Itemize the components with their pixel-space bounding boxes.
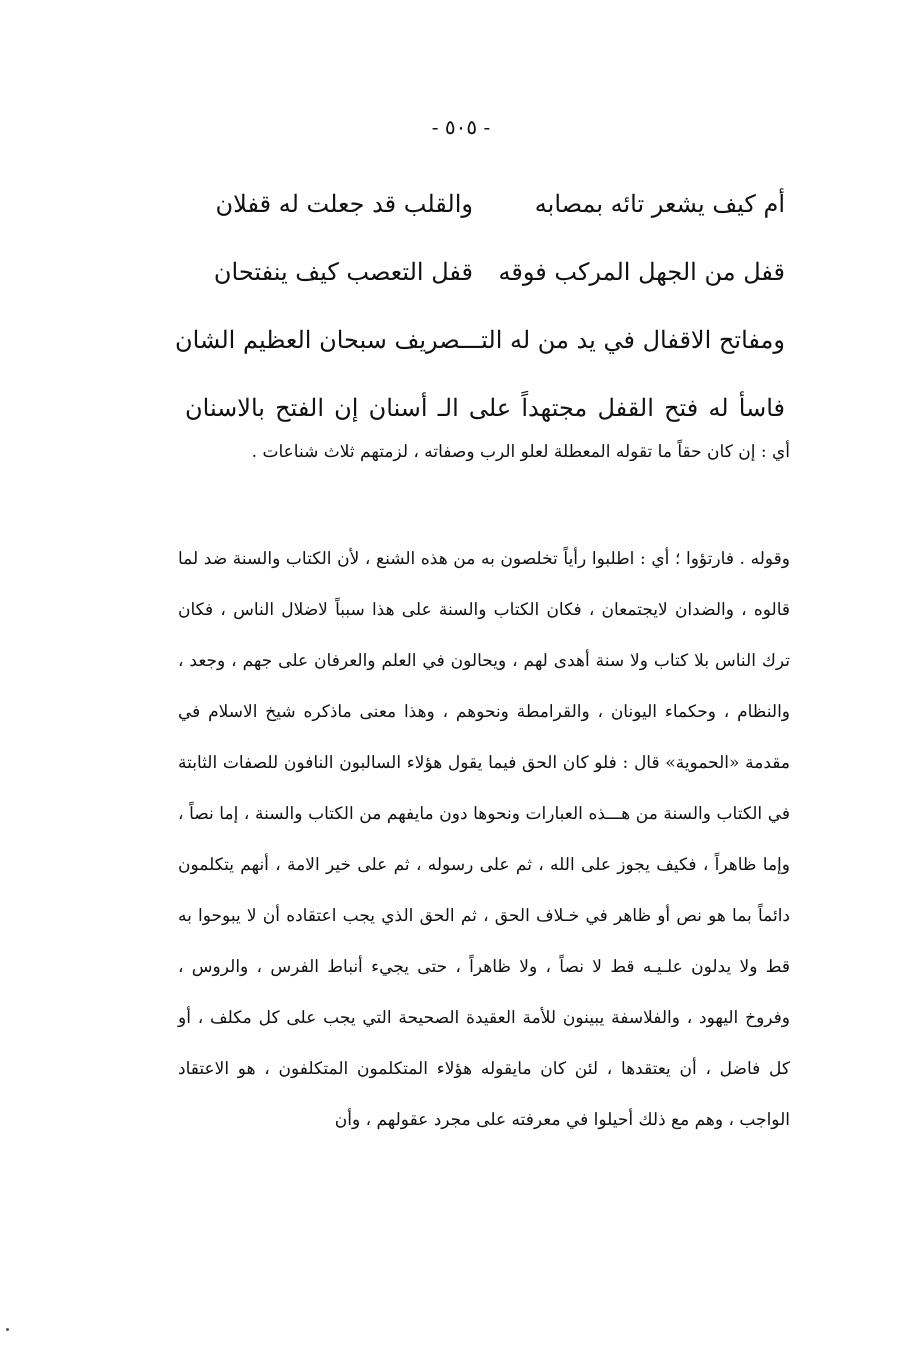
commentary-paragraph: أي : إن كان حقاً ما تقوله المعطلة لعلو الرب وصفاته ، لزمتهم ثلاث شناعات .	[251, 442, 790, 462]
verse-second-hemistich: قفل التعصب كيف ينفتحان	[213, 258, 473, 286]
commentary-paragraph: وقوله . فارتؤوا ؛ أي : اطلبوا رأياً تخلصون به من هذه الشنع ، لأن الكتاب والسنة ضد لما قالوه ، والضدان لايجتمعان ، فكان الكتاب والسنة على هذا سبباً لاضلال الناس ، فكان ترك الناس بلا كتاب ولا سنة أهدى لهم ، ويحالون في العلم والعرفان على جهم ، وجعد ، والنظام ، وحكماء اليونان ، والقرامطة ونحوهم ، وهذا معنى ماذكره شيخ الاسلام في مقدمة «الحموية» قال : فلو كان الحق فيما يقول هؤلاء السالبون النافون للصفات الثابتة في الكتاب والسنة من هـــذه العبارات ونحوها دون مايفهم من الكتاب والسنة ، إما نصاً ، وإما ظاهراً ، فكيف يجوز على الله ، ثم على رسوله ، ثم على خير الامة ، أنهم يتكلمون دائماً بما هو نص أو ظاهر في خـلاف الحق ، ثم الحق الذي يجب اعتقاده أن لا يبوحوا به قط ولا يدلون علـيـه قط لا نصاً ، ولا ظاهراً ، حتى يجيء أنباط الفرس ، والروس ، وفروخ اليهود ، والفلاسفة يبينون للأمة العقيدة الصحيحة التي يجب على كل مكلف ، أو كل فاضل ، أن يعتقدها ، لئن كان مايقوله هؤلاء المتكلمون المتكلفون ، هو الاعتقاد الواجب ، وهم مع ذلك أحيلوا في معرفته على مجرد عقولهم ، وأن	[178, 549, 790, 1130]
verse-full-line: فاسأ له فتح القفل مجتهداً على الـ أسنان إن الفتح بالاسنان	[185, 394, 785, 422]
verse-first-hemistich: قفل من الجهل المركب فوقه	[498, 258, 785, 286]
verse-second-hemistich: والقلب قد جعلت له قفلان	[215, 190, 473, 218]
poem-block	[175, 170, 785, 442]
verse-first-hemistich: أم كيف يشعر تائه بمصابه	[534, 190, 785, 218]
poem-verse	[185, 170, 785, 238]
verse-full-line: ومفاتح الاقفال في يد من له التـــصريف سبحان العظيم الشان	[175, 326, 785, 354]
page-number: - ٥٠٥ -	[431, 115, 491, 139]
poem-verse	[185, 238, 785, 306]
poem-verse	[185, 374, 785, 442]
scan-speck	[6, 1328, 9, 1331]
poem-verse	[175, 306, 785, 374]
